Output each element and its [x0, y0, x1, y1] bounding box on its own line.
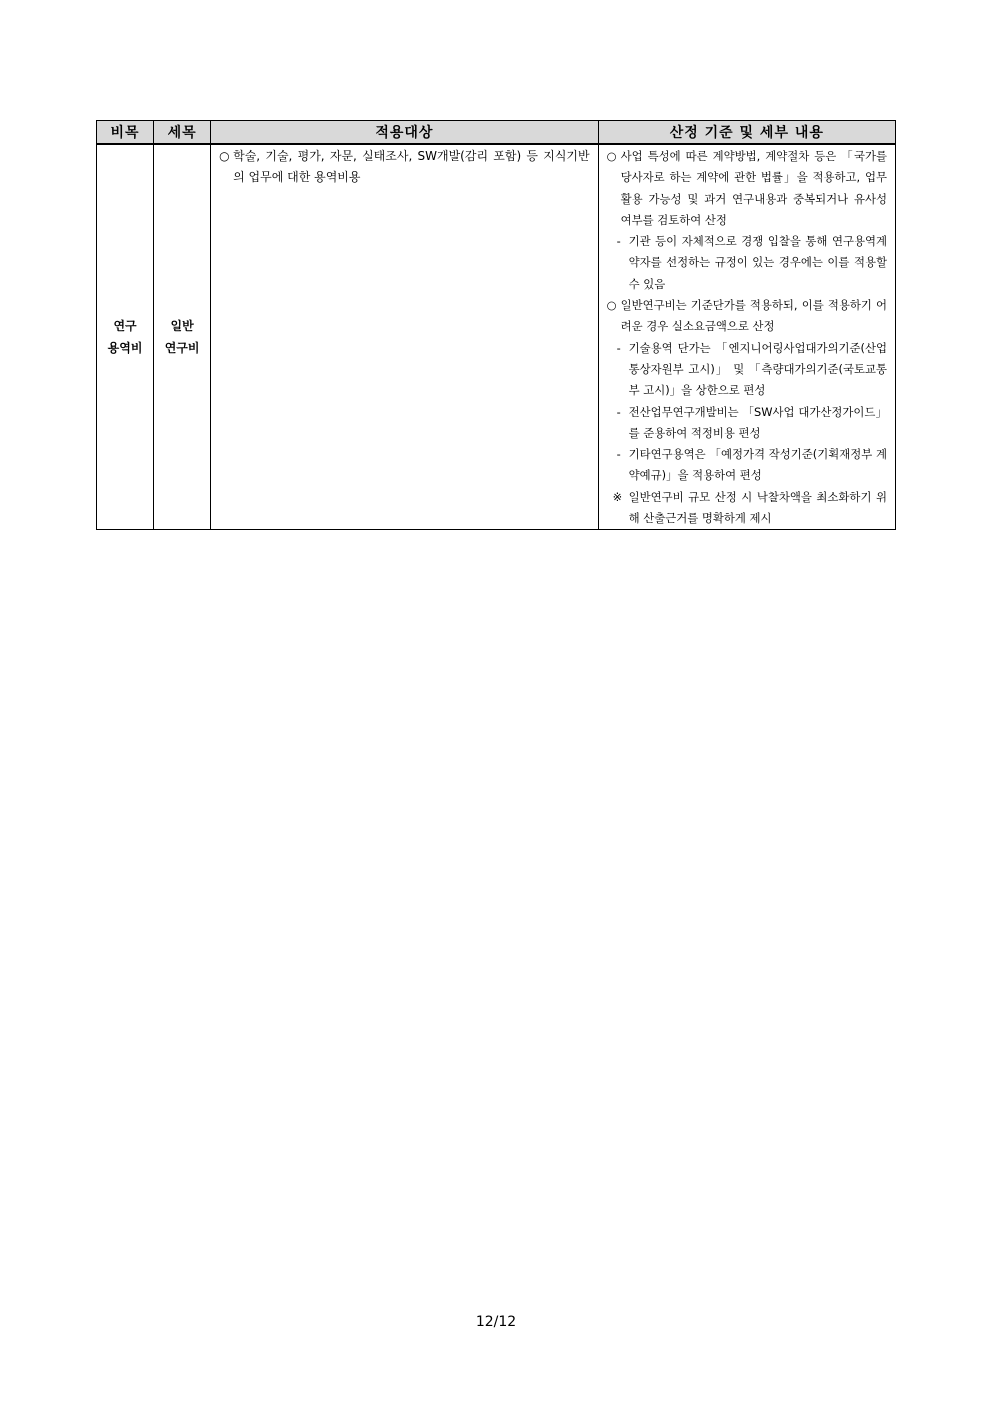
criteria-bullet	[607, 295, 887, 338]
subcategory-cell	[154, 144, 211, 530]
page-number: 12/12	[475, 1314, 517, 1330]
subcategory-line: 연구비	[164, 341, 200, 356]
criteria-text: 기타연구용역은 「예정가격 작성기준(기획재정부 계약예규)」을 적용하여 편성	[628, 447, 887, 483]
budget-item-table	[96, 120, 896, 530]
header-category: 비목	[97, 121, 154, 145]
criteria-text: 전산업무연구개발비는 「SW사업 대가산정가이드」를 준용하여 적정비용 편성	[628, 404, 887, 440]
category-line: 연구	[113, 319, 137, 334]
category-cell	[97, 144, 154, 530]
target-cell	[211, 144, 598, 530]
criteria-text: 기술용역 단가는 「엔지니어링사업대가의기준(산업통상자원부 고시)」 및 「측량대가의기준(국토교통부 고시)」을 상한으로 편성	[628, 340, 887, 398]
criteria-text: 일반연구비는 기준단가를 적용하되, 이를 적용하기 어려운 경우 실소요금액으로 산정	[620, 298, 887, 334]
dash-bullet-icon: -	[616, 447, 621, 462]
criteria-subitem	[607, 338, 887, 402]
criteria-subitem	[607, 231, 887, 295]
criteria-text: 사업 특성에 따른 계약방법, 계약절차 등은 「국가를 당사자로 하는 계약에 관한 법률」을 적용하고, 업무활용 가능성 및 과거 연구내용과 중복되거나 유사성 여부를 검토하여 산정	[620, 149, 887, 227]
circle-bullet-icon: ○	[219, 149, 230, 163]
target-bullet	[219, 146, 589, 189]
dash-bullet-icon: -	[616, 404, 621, 419]
criteria-subitem	[607, 402, 887, 445]
criteria-text: 일반연구비 규모 산정 시 낙찰차액을 최소화하기 위해 산출근거를 명확하게 제시	[628, 489, 887, 526]
criteria-subitem	[607, 444, 887, 487]
category-line: 용역비	[107, 341, 143, 356]
header-criteria: 산정 기준 및 세부 내용	[598, 121, 895, 145]
reference-mark-icon: ※	[612, 489, 623, 504]
criteria-text: 기관 등이 자체적으로 경쟁 입찰을 통해 연구용역계약자를 선정하는 규정이 있는 경우에는 이를 적용할 수 있음	[628, 234, 887, 291]
criteria-note	[607, 487, 887, 530]
circle-bullet-icon: ○	[606, 149, 617, 163]
criteria-bullet	[607, 146, 887, 231]
subcategory-line: 일반	[170, 319, 194, 334]
header-target: 적용대상	[211, 121, 598, 145]
table-header-row	[97, 121, 896, 145]
dash-bullet-icon: -	[616, 340, 621, 355]
circle-bullet-icon: ○	[606, 298, 617, 313]
criteria-cell	[598, 144, 895, 530]
table-row	[97, 144, 896, 530]
header-subcategory: 세목	[154, 121, 211, 145]
dash-bullet-icon: -	[616, 234, 621, 249]
target-text: 학술, 기술, 평가, 자문, 실태조사, SW개발(감리 포함) 등 지식기반의 업무에 대한 용역비용	[233, 149, 590, 185]
